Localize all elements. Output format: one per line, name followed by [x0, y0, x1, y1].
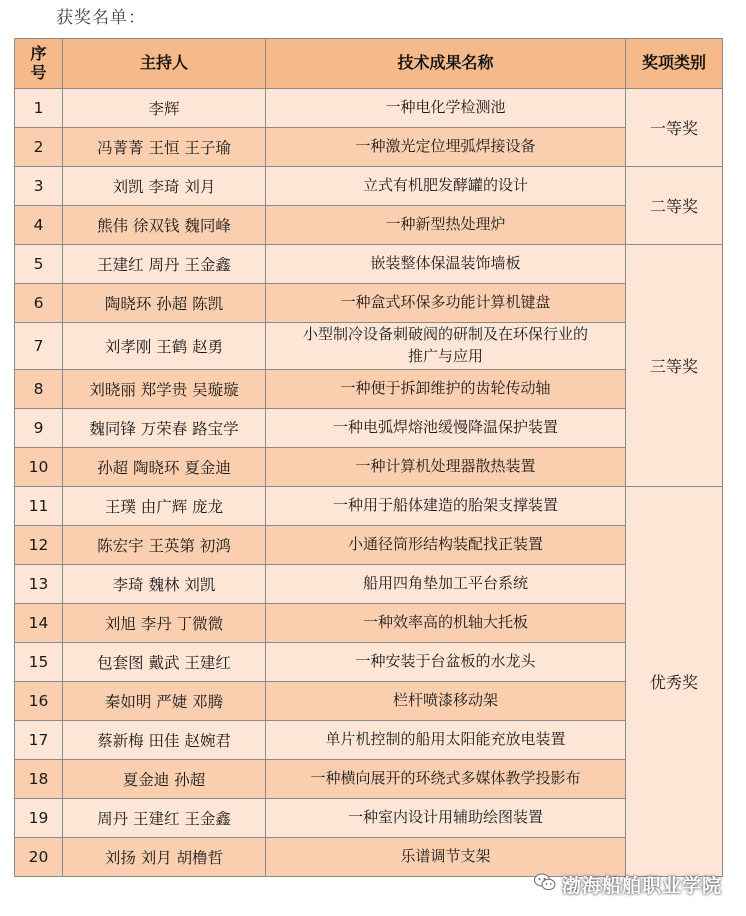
row-number: 1: [15, 89, 63, 128]
row-project: 一种便于拆卸维护的齿轮传动轴: [266, 370, 626, 409]
row-project: 栏杆喷漆移动架: [266, 682, 626, 721]
row-host: 刘扬 刘月 胡橹哲: [63, 838, 266, 877]
page-heading: 获奖名单：: [56, 8, 146, 28]
row-project: 嵌装整体保温装饰墙板: [266, 245, 626, 284]
wechat-icon: [534, 873, 556, 896]
table-row: [15, 760, 723, 799]
row-project: 一种新型热处理炉: [266, 206, 626, 245]
row-project: 乐谱调节支架: [266, 838, 626, 877]
row-number: 3: [15, 167, 63, 206]
row-number: 8: [15, 370, 63, 409]
category-first: 一等奖: [626, 89, 723, 167]
row-number: 2: [15, 128, 63, 167]
table-row: [15, 167, 723, 206]
row-project: 单片机控制的船用太阳能充放电装置: [266, 721, 626, 760]
table-row: [15, 643, 723, 682]
table-row: [15, 448, 723, 487]
header-host: 主持人: [63, 39, 266, 89]
row-host: 冯菁菁 王恒 王子瑜: [63, 128, 266, 167]
row-number: 9: [15, 409, 63, 448]
row-number: 18: [15, 760, 63, 799]
row-project: 小通径筒形结构装配找正装置: [266, 526, 626, 565]
row-host: 孙超 陶晓环 夏金迪: [63, 448, 266, 487]
row-host: 刘晓丽 郑学贵 吴璇璇: [63, 370, 266, 409]
row-project: 一种室内设计用辅助绘图装置: [266, 799, 626, 838]
row-project: 立式有机肥发酵罐的设计: [266, 167, 626, 206]
row-host: 魏同锋 万荣春 路宝学: [63, 409, 266, 448]
row-number: 13: [15, 565, 63, 604]
row-host: 刘旭 李丹 丁微微: [63, 604, 266, 643]
row-host: 李辉: [63, 89, 266, 128]
row-number: 11: [15, 487, 63, 526]
table-row: [15, 487, 723, 526]
row-project: 一种计算机处理器散热装置: [266, 448, 626, 487]
row-host: 周丹 王建红 王金鑫: [63, 799, 266, 838]
row-host: 刘凯 李琦 刘月: [63, 167, 266, 206]
row-host: 刘孝刚 王鹤 赵勇: [63, 323, 266, 370]
row-host: 秦如明 严婕 邓腾: [63, 682, 266, 721]
header-index-label: 序号: [30, 44, 47, 82]
row-number: 6: [15, 284, 63, 323]
row-host: 李琦 魏林 刘凯: [63, 565, 266, 604]
table-row: [15, 323, 723, 370]
row-host: 王璞 由广辉 庞龙: [63, 487, 266, 526]
row-number: 19: [15, 799, 63, 838]
table-row: [15, 565, 723, 604]
row-project-line-1: 小型制冷设备刺破阀的研制及在环保行业的: [302, 325, 588, 344]
row-project: 一种横向展开的环绕式多媒体教学投影布: [266, 760, 626, 799]
table-row: [15, 370, 723, 409]
row-number: 4: [15, 206, 63, 245]
row-host: 包套图 戴武 王建红: [63, 643, 266, 682]
row-number: 17: [15, 721, 63, 760]
header-category: 奖项类别: [626, 39, 723, 89]
row-project: 一种电化学检测池: [266, 89, 626, 128]
table-row: [15, 604, 723, 643]
category-second: 二等奖: [626, 167, 723, 245]
table-row: [15, 409, 723, 448]
row-project: 一种用于船体建造的胎架支撑装置: [266, 487, 626, 526]
table-row: [15, 721, 723, 760]
row-host: 陈宏宇 王英第 初鸿: [63, 526, 266, 565]
row-project: 一种激光定位埋弧焊接设备: [266, 128, 626, 167]
row-number: 12: [15, 526, 63, 565]
row-project-line-2: 推广与应用: [407, 347, 483, 365]
row-number: 15: [15, 643, 63, 682]
row-number: 5: [15, 245, 63, 284]
table-row: [15, 245, 723, 284]
table-row: [15, 284, 723, 323]
watermark-text: 渤海船舶职业学院: [561, 875, 722, 897]
row-project: 一种电弧焊熔池缓慢降温保护装置: [266, 409, 626, 448]
category-third: 三等奖: [626, 245, 723, 487]
row-host: 熊伟 徐双钱 魏同峰: [63, 206, 266, 245]
row-number: 14: [15, 604, 63, 643]
header-project: 技术成果名称: [266, 39, 626, 89]
row-number: 7: [15, 323, 63, 370]
row-host: 陶晓环 孙超 陈凯: [63, 284, 266, 323]
row-host: 夏金迪 孙超: [63, 760, 266, 799]
table-row: [15, 89, 723, 128]
header-index: [15, 39, 63, 89]
row-number: 10: [15, 448, 63, 487]
row-project: 船用四角垫加工平台系统: [266, 565, 626, 604]
table-row: [15, 682, 723, 721]
category-excellent: 优秀奖: [626, 487, 723, 877]
row-project: [266, 323, 626, 370]
award-list-table: [14, 38, 723, 877]
watermark: [534, 871, 722, 898]
table-row: [15, 526, 723, 565]
row-number: 20: [15, 838, 63, 877]
row-host: 王建红 周丹 王金鑫: [63, 245, 266, 284]
row-host: 蔡新梅 田佳 赵婉君: [63, 721, 266, 760]
table-header-row: [15, 39, 723, 89]
row-project: 一种盒式环保多功能计算机键盘: [266, 284, 626, 323]
table-row: [15, 128, 723, 167]
row-number: 16: [15, 682, 63, 721]
table-row: [15, 799, 723, 838]
row-project: 一种效率高的机轴大托板: [266, 604, 626, 643]
row-project: 一种安装于台盆板的水龙头: [266, 643, 626, 682]
table-row: [15, 206, 723, 245]
